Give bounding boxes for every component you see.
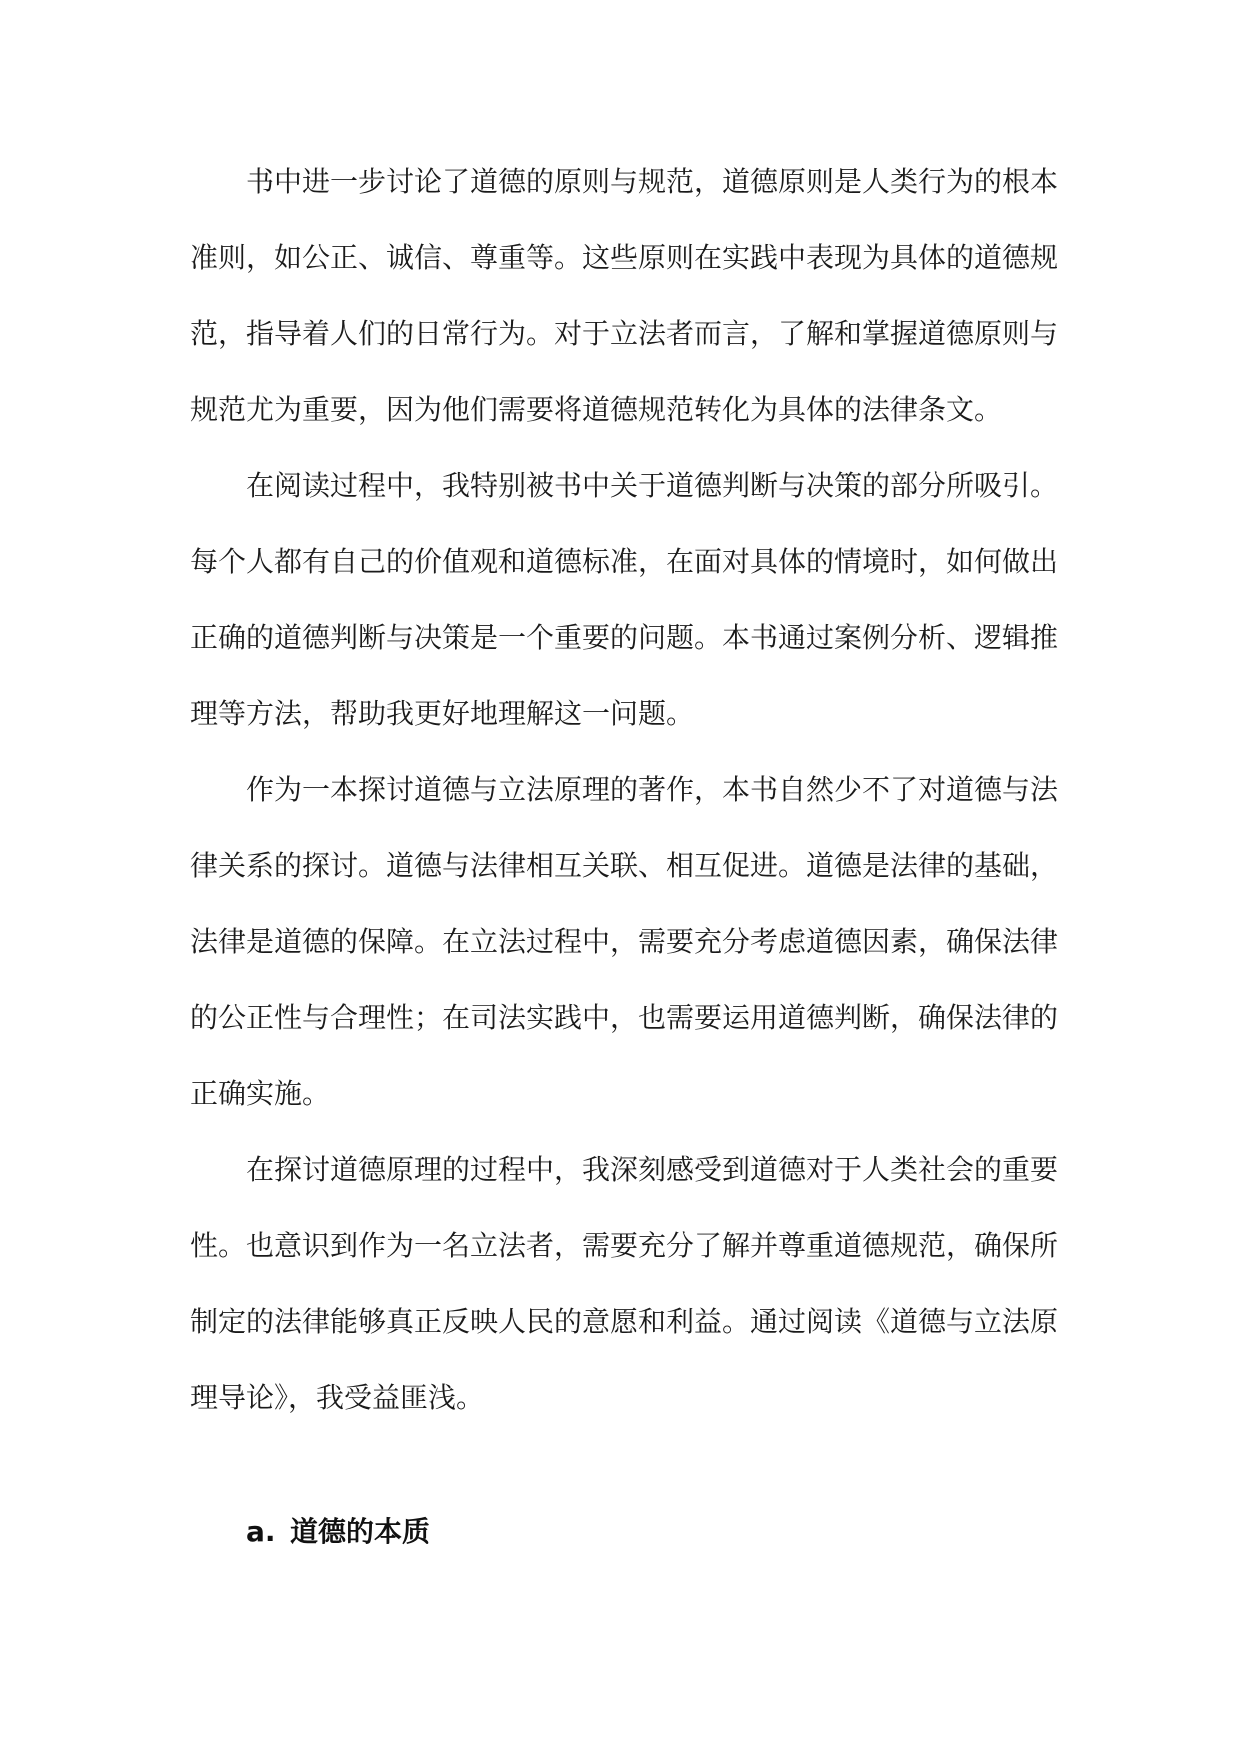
paragraph-reflection: 在探讨道德原理的过程中，我深刻感受到道德对于人类社会的重要性。也意识到作为一名立法者，需要充分了解并尊重道德规范，确保所制定的法律能够真正反映人民的意愿和利益。通过阅读《道德与立法原理导论》，我受益匪浅。 — [190, 1153, 1059, 1414]
document-body — [190, 144, 1058, 1570]
paragraph-principles-and-norms: 书中进一步讨论了道德的原则与规范，道德原则是人类行为的根本准则，如公正、诚信、尊重等。这些原则在实践中表现为具体的道德规范，指导着人们的日常行为。对于立法者而言，了解和掌握道德原则与规范尤为重要，因为他们需要将道德规范转化为具体的法律条文。 — [190, 165, 1059, 426]
section-heading — [190, 1494, 1058, 1570]
section-heading-marker: a. — [246, 1515, 276, 1548]
paragraph-moral-judgment: 在阅读过程中，我特别被书中关于道德判断与决策的部分所吸引。每个人都有自己的价值观和道德标准，在面对具体的情境时，如何做出正确的道德判断与决策是一个重要的问题。本书通过案例分析、逻辑推理等方法，帮助我更好地理解这一问题。 — [190, 469, 1059, 730]
paragraph-morality-and-law: 作为一本探讨道德与立法原理的著作，本书自然少不了对道德与法律关系的探讨。道德与法律相互关联、相互促进。道德是法律的基础，法律是道德的保障。在立法过程中，需要充分考虑道德因素，确保法律的公正性与合理性；在司法实践中，也需要运用道德判断，确保法律的正确实施。 — [190, 773, 1059, 1110]
section-heading-title: 道德的本质 — [290, 1515, 431, 1548]
